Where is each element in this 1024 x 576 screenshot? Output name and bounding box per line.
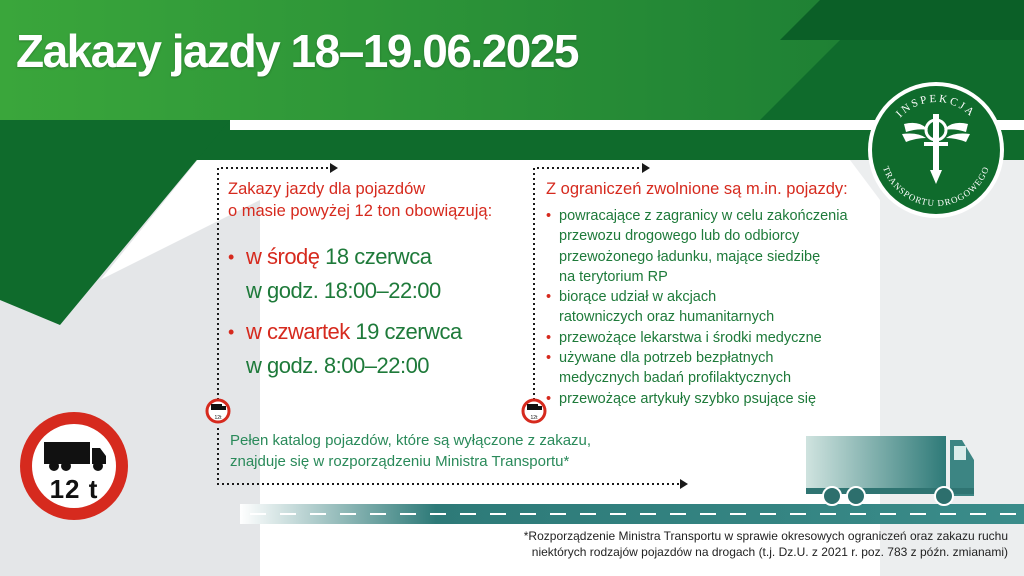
- list-item-line: • przewożące lekarstwa i środki medyczne: [559, 329, 822, 346]
- footnote-line-1: *Rozporządzenie Ministra Transportu w sprawie okresowych ograniczeń oraz zakazu ruchu: [523, 529, 1008, 543]
- list-item: [546, 389, 906, 409]
- list-item-line: • przewożące artykuły szybko psujące się: [559, 390, 817, 407]
- ban-date: 19 czerwca: [349, 319, 462, 344]
- ban-item-wednesday: [228, 240, 528, 308]
- list-item-line: przewozu drogowego lub do odbiorcy: [559, 228, 800, 245]
- catalog-note: [230, 430, 591, 472]
- list-item-line: ratowniczych oraz humanitarnych: [559, 309, 775, 326]
- bullet: •: [228, 322, 234, 342]
- ban-heading-line-1: Zakazy jazdy dla pojazdów: [228, 180, 426, 198]
- svg-text:12t: 12t: [214, 415, 222, 421]
- exemptions-list: [546, 206, 906, 409]
- ban-day: w środę: [246, 244, 320, 269]
- ban-hours: w godz. 8:00–22:00: [246, 353, 430, 378]
- sign-label: 12 t: [49, 474, 99, 504]
- list-item: [546, 348, 906, 389]
- truck-12t-icon-right: [523, 400, 545, 422]
- ban-date: 18 czerwca: [319, 244, 432, 269]
- logo-arc-bottom: TRANSPORTU DROGOWEGO: [880, 164, 992, 209]
- list-item: [546, 206, 906, 287]
- ban-heading: [228, 178, 518, 222]
- list-item-line: medycznych badań profilaktycznych: [559, 370, 792, 387]
- list-item: [546, 287, 906, 328]
- ban-item-thursday: [228, 315, 528, 383]
- ban-hours: w godz. 18:00–22:00: [246, 278, 441, 303]
- footnote: [524, 528, 1008, 560]
- no-trucks-12t-sign-icon: [18, 410, 130, 522]
- road: [240, 504, 1024, 524]
- page-title: Zakazy jazdy 18–19.06.2025: [16, 25, 579, 77]
- catalog-note-line-1: Pełen katalog pojazdów, które są wyłączone z zakazu,: [230, 432, 592, 449]
- list-item-line: przewożonego ładunku, mające siedzibę: [559, 248, 821, 265]
- list-item-line: • powracające z zagranicy w celu zakończenia: [559, 208, 848, 224]
- logo-arc-top: INSPEKCJA: [893, 92, 978, 121]
- footnote-line-2: niektórych rodzajów pojazdów na drogach (t.j. Dz.U. z 2021 r. poz. 783 z późn. zmianami): [531, 545, 1008, 559]
- list-item-line: • używane dla potrzeb bezpłatnych: [559, 350, 774, 367]
- itd-logo: [866, 80, 1006, 220]
- truck-12t-icon-left: [207, 400, 229, 422]
- catalog-note-line-2: znajduje się w rozporządzeniu Ministra Transportu*: [230, 453, 570, 470]
- ban-heading-line-2: o masie powyżej 12 ton obowiązują:: [228, 202, 493, 220]
- list-item-line: na terytorium RP: [559, 268, 668, 285]
- exemptions-heading: Z ograniczeń zwolnione są m.in. pojazdy:: [546, 180, 848, 198]
- ban-day: w czwartek: [246, 319, 350, 344]
- list-item: [546, 328, 906, 348]
- bullet: •: [228, 247, 234, 267]
- svg-text:12t: 12t: [530, 415, 538, 421]
- list-item-line: • biorące udział w akcjach: [559, 289, 717, 306]
